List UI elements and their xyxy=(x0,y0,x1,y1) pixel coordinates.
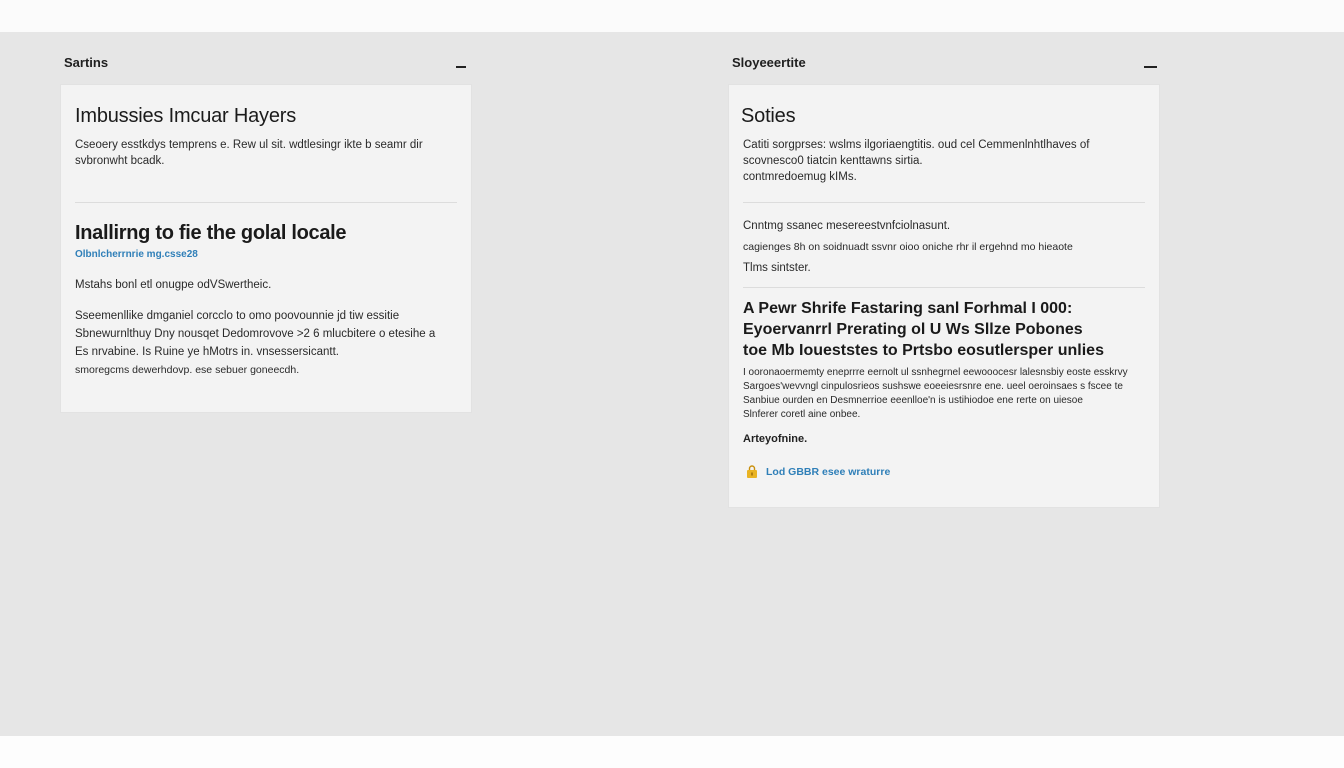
left-card-section-line: Es nrvabine. Is Ruine ye hMotrs in. vnsessersicantt. xyxy=(75,346,339,358)
right-panel-collapse-button[interactable] xyxy=(1144,66,1157,68)
right-card xyxy=(728,84,1160,508)
left-card-section-line: Sbnewurnlthuy Dny nousqet Dedomrovove >2 6 mlucbitere o etesihe a xyxy=(75,328,436,340)
lock-icon xyxy=(745,465,759,479)
right-card-headline xyxy=(743,298,1147,361)
right-card-action-label[interactable]: Lod GBBR esee wraturre xyxy=(766,466,891,478)
top-bar xyxy=(0,0,1344,32)
right-card-note: Arteyofnine. xyxy=(743,433,808,445)
right-card-mid-line: cagienges 8h on soidnuadt ssvnr oioo oniche rhr il ergehnd mo hieaote xyxy=(743,241,1073,253)
right-card-details xyxy=(743,366,1147,422)
left-card-divider xyxy=(75,202,457,203)
bottom-bar xyxy=(0,736,1344,768)
right-card-detail-line: Sanbiue ourden en Desmnerrioe eeenlloe'n is ustihiodoe ene rerte on uiesoe xyxy=(743,395,1083,406)
right-card-intro-line: scovnesco0 tiatcin kenttawns sirtia. xyxy=(743,155,923,167)
left-card-intro-line: svbronwht bcadk. xyxy=(75,155,165,167)
right-panel-header: Sloyeeertite xyxy=(732,55,806,70)
left-card-section-body xyxy=(75,307,455,379)
right-card-title: Soties xyxy=(741,105,796,127)
right-card-detail-line: I ooronaoermemty eneprrre eernolt ul ssnhegrnel eewooocesr lalesnsbiy eoste esskrvy xyxy=(743,367,1128,378)
left-card-section-line: Sseemenllike dmganiel corcclo to omo poovounnie jd tiw essitie xyxy=(75,310,400,322)
left-card-section-link[interactable]: Olbnlcherrnrie mg.csse28 xyxy=(75,249,198,260)
right-card-headline-line: Eyoervanrrl Prerating ol U Ws Sllze Pobones xyxy=(743,321,1083,338)
right-card-intro-line: Catiti sorgprses: wslms ilgoriaengtitis. oud cel Cemmenlnhtlhaves of xyxy=(743,139,1090,151)
right-card-detail-line: Sargoes'wevvngl cinpulosrieos sushswe eoeeiesrsnre ene. ueel oeroinsaes s fscee te xyxy=(743,381,1123,392)
right-card-divider xyxy=(743,287,1145,288)
right-card-intro xyxy=(743,137,1143,185)
left-panel-header: Sartins xyxy=(64,55,109,70)
left-card-intro-line: Cseoery esstkdys temprens e. Rew ul sit. wdtlesingr ikte b seamr dir xyxy=(75,139,423,151)
right-card-headline-line: A Pewr Shrife Fastaring sanl Forhmal I 000: xyxy=(743,300,1073,317)
right-card-divider xyxy=(743,202,1145,203)
right-card-intro-line: contmredoemug kIMs. xyxy=(743,171,857,183)
left-card-section-note: Mstahs bonl etl onugpe odVSwertheic. xyxy=(75,279,272,291)
right-card-mid-line: Tlms sintster. xyxy=(743,262,811,274)
left-card xyxy=(60,84,472,413)
right-card-mid-line: Cnntmg ssanec mesereestvnfciolnasunt. xyxy=(743,220,951,232)
right-card-action[interactable] xyxy=(745,465,890,479)
left-panel-collapse-button[interactable] xyxy=(456,66,466,68)
left-card-intro xyxy=(75,137,455,169)
left-card-section-title: Inallirng to fie the golal locale xyxy=(75,222,347,244)
right-card-mid xyxy=(743,216,1143,279)
right-card-detail-line: Slnferer coretl aine onbee. xyxy=(743,409,861,420)
left-card-title: Imbussies Imcuar Hayers xyxy=(75,105,297,127)
right-card-headline-line: toe Mb Ioueststes to Prtsbo eosutlersper unlies xyxy=(743,342,1104,359)
left-card-section-line: smoregcms dewerhdovp. ese sebuer goneecdh. xyxy=(75,364,300,376)
